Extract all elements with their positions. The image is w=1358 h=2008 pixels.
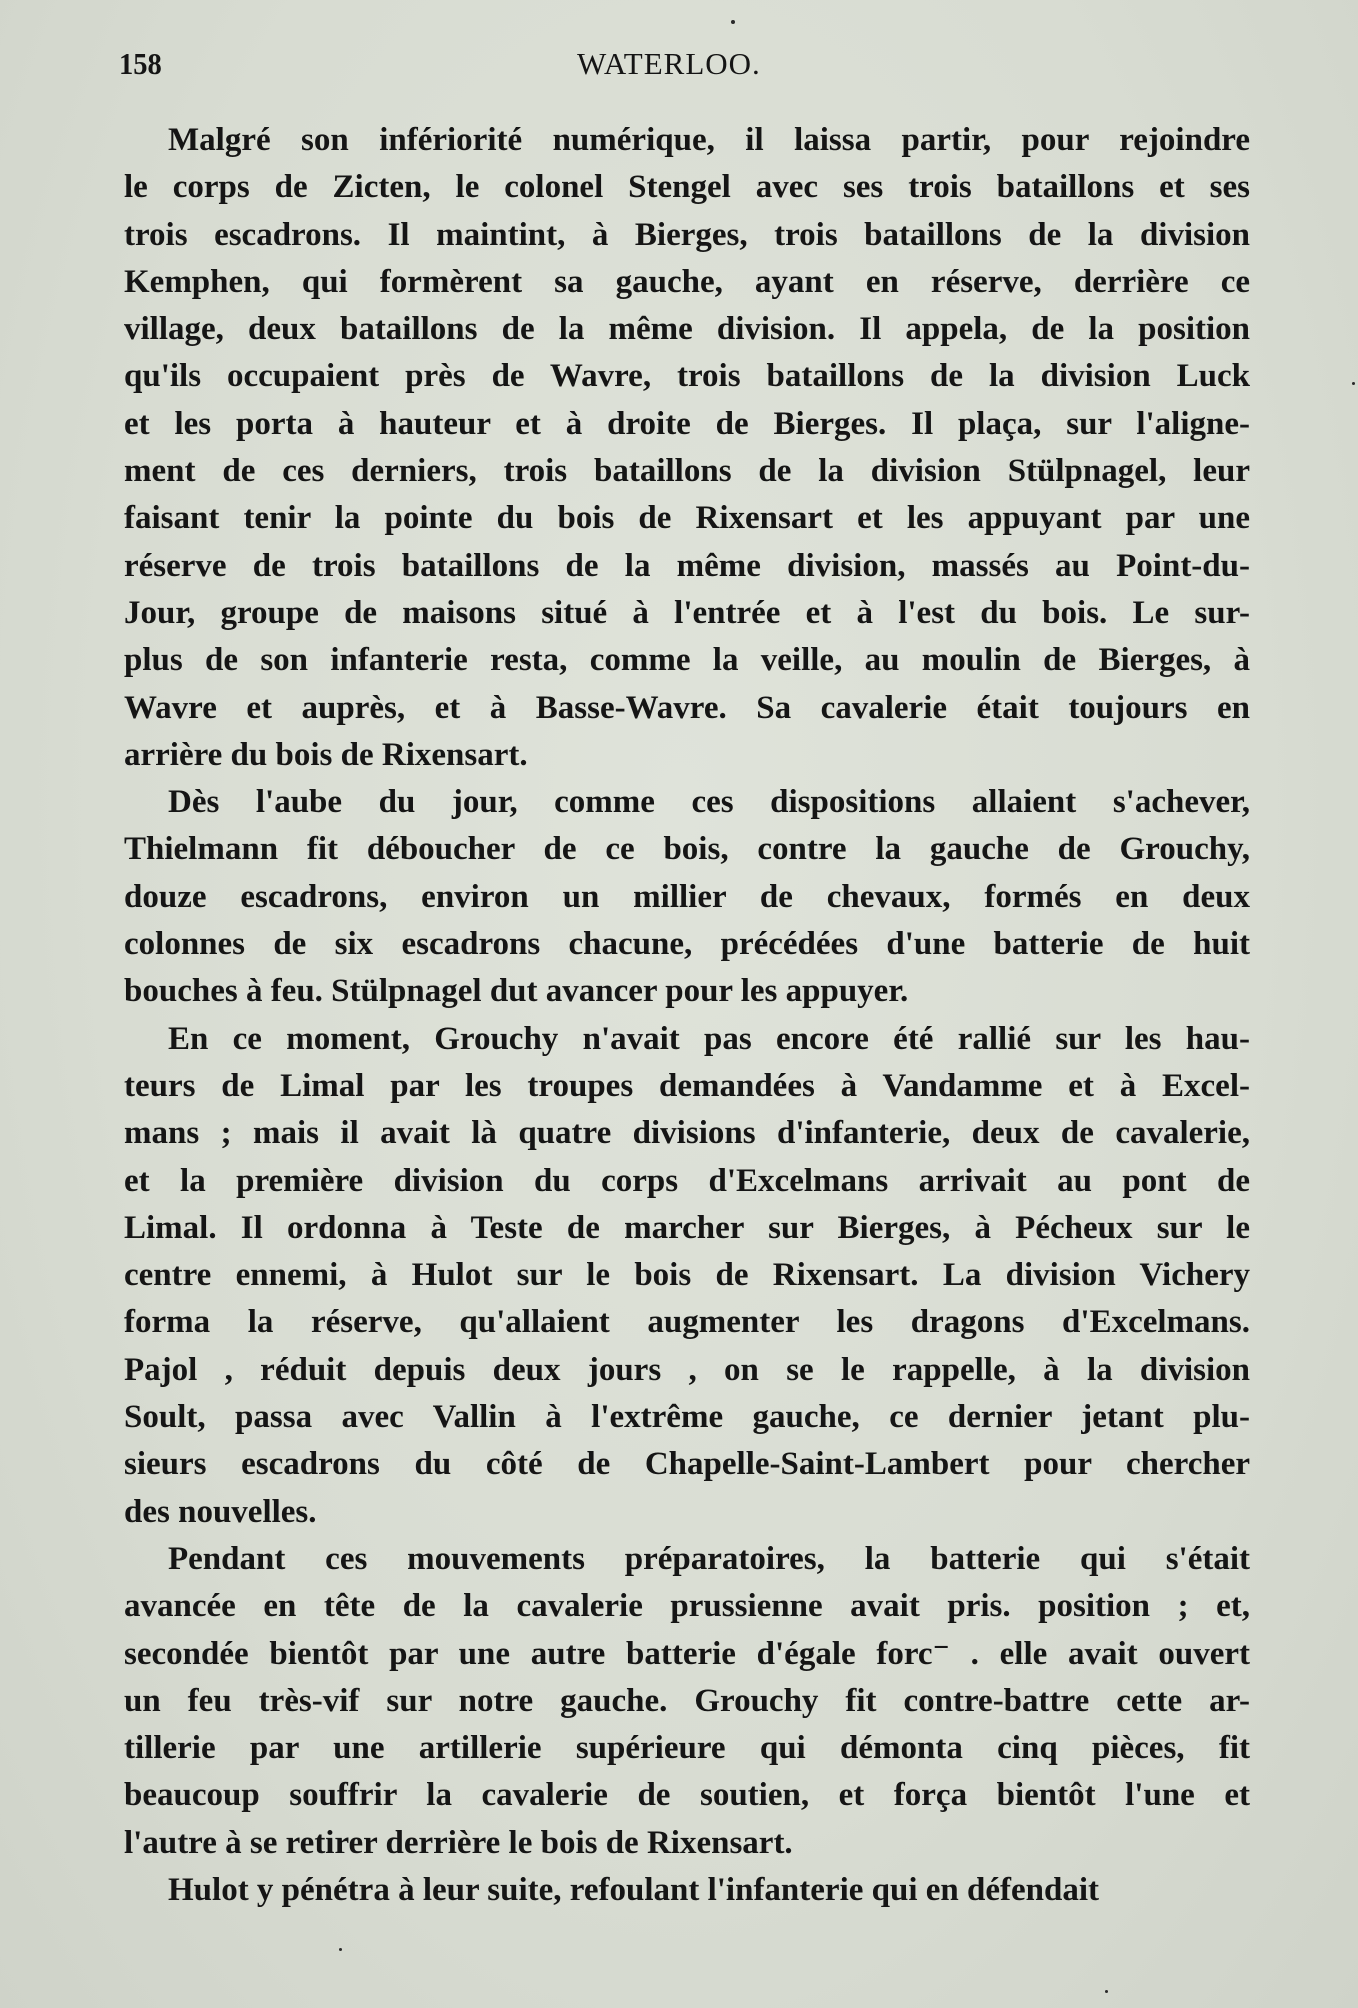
text-line-content: centre ennemi, à Hulot sur le bois de Rixensart. La division Vichery bbox=[124, 1257, 1250, 1294]
page-header bbox=[0, 0, 1358, 100]
text-line-content: colonnes de six escadrons chacune, précédées d'une batterie de huit bbox=[124, 926, 1250, 963]
text-line bbox=[124, 1678, 1250, 1725]
text-line bbox=[124, 1489, 1250, 1536]
text-line bbox=[124, 1867, 1250, 1914]
text-line bbox=[124, 353, 1250, 400]
text-line-content: Pajol , réduit depuis deux jours , on se le rappelle, à la division bbox=[124, 1351, 1250, 1388]
text-line-content: Jour, groupe de maisons situé à l'entrée et à l'est du bois. Le sur- bbox=[124, 594, 1250, 631]
text-line-content: avancée en tête de la cavalerie prussienne avait pris. position ; et, bbox=[124, 1588, 1250, 1625]
text-line-content: mans ; mais il avait là quatre divisions d'infanterie, deux de cavalerie, bbox=[124, 1115, 1250, 1152]
text-line-content: Soult, passa avec Vallin à l'extrême gauche, ce dernier jetant plu- bbox=[124, 1399, 1250, 1436]
text-line-content: forma la réserve, qu'allaient augmenter les dragons d'Excelmans. bbox=[124, 1304, 1250, 1341]
text-line bbox=[124, 874, 1250, 921]
text-line-content: bouches à feu. Stülpnagel dut avancer pour les appuyer. bbox=[124, 973, 909, 1010]
text-line bbox=[124, 968, 1250, 1015]
text-line bbox=[124, 1016, 1250, 1063]
text-line-content: et les porta à hauteur et à droite de Bierges. Il plaça, sur l'aligne- bbox=[124, 405, 1250, 442]
text-line-content: tillerie par une artillerie supérieure qui démonta cinq pièces, fit bbox=[124, 1730, 1250, 1767]
text-line bbox=[124, 732, 1250, 779]
page-number: 158 bbox=[119, 46, 162, 81]
text-line bbox=[124, 1394, 1250, 1441]
text-line bbox=[124, 1252, 1250, 1299]
text-line bbox=[124, 259, 1250, 306]
text-line-content: plus de son infanterie resta, comme la veille, au moulin de Bierges, à bbox=[124, 642, 1250, 679]
text-line bbox=[124, 779, 1250, 826]
text-line bbox=[124, 1583, 1250, 1630]
text-line-content: Thielmann fit déboucher de ce bois, contre la gauche de Grouchy, bbox=[124, 831, 1250, 868]
text-line bbox=[124, 590, 1250, 637]
running-title: WATERLOO. bbox=[577, 46, 761, 81]
text-line bbox=[124, 826, 1250, 873]
text-line-content: village, deux bataillons de la même division. Il appela, de la position bbox=[124, 311, 1250, 348]
text-line-content: faisant tenir la pointe du bois de Rixensart et les appuyant par une bbox=[124, 500, 1250, 537]
text-line-content: qu'ils occupaient près de Wavre, trois bataillons de la division Luck bbox=[124, 358, 1250, 395]
paper-speck bbox=[1105, 1990, 1108, 1993]
paper-speck bbox=[1352, 382, 1355, 385]
text-line bbox=[124, 543, 1250, 590]
paragraph bbox=[124, 779, 1250, 1015]
paragraph bbox=[124, 1016, 1250, 1536]
text-line bbox=[124, 306, 1250, 353]
text-line bbox=[124, 1205, 1250, 1252]
text-line-content: Dès l'aube du jour, comme ces dispositions allaient s'achever, bbox=[168, 784, 1250, 821]
text-line bbox=[124, 1299, 1250, 1346]
text-line-content: Limal. Il ordonna à Teste de marcher sur Bierges, à Pécheux sur le bbox=[124, 1209, 1250, 1246]
text-line-content: Wavre et auprès, et à Basse-Wavre. Sa cavalerie était toujours en bbox=[124, 689, 1250, 726]
text-line bbox=[124, 1772, 1250, 1819]
text-line-content: beaucoup souffrir la cavalerie de soutien, et força bientôt l'une et bbox=[124, 1777, 1250, 1814]
text-line bbox=[124, 401, 1250, 448]
body-text bbox=[124, 117, 1250, 1914]
text-line-content: Kemphen, qui formèrent sa gauche, ayant en réserve, derrière ce bbox=[124, 263, 1250, 300]
text-line-content: sieurs escadrons du côté de Chapelle-Saint-Lambert pour chercher bbox=[124, 1446, 1250, 1483]
text-line bbox=[124, 1158, 1250, 1205]
text-line bbox=[124, 1110, 1250, 1157]
paragraph bbox=[124, 1536, 1250, 1867]
text-line bbox=[124, 495, 1250, 542]
text-line-content: Malgré son infériorité numérique, il laissa partir, pour rejoindre bbox=[168, 122, 1250, 158]
text-line-content: ment de ces derniers, trois bataillons de la division Stülpnagel, leur bbox=[124, 453, 1250, 490]
text-line-content: Pendant ces mouvements préparatoires, la batterie qui s'était bbox=[168, 1540, 1250, 1577]
paper-speck bbox=[339, 1948, 342, 1951]
text-line-content: En ce moment, Grouchy n'avait pas encore été rallié sur les hau- bbox=[168, 1020, 1250, 1057]
text-line bbox=[124, 685, 1250, 732]
text-line-content: un feu très-vif sur notre gauche. Grouchy fit contre-battre cette ar- bbox=[124, 1682, 1250, 1719]
paragraph bbox=[124, 117, 1250, 779]
text-line bbox=[124, 637, 1250, 684]
text-line-content: le corps de Zicten, le colonel Stengel avec ses trois bataillons et ses bbox=[124, 169, 1250, 206]
text-line-content: teurs de Limal par les troupes demandées à Vandamme et à Excel- bbox=[124, 1067, 1250, 1104]
text-line-content: des nouvelles. bbox=[124, 1493, 317, 1530]
text-line-content: secondée bientôt par une autre batterie d'égale forc⁻ . elle avait ouvert bbox=[124, 1635, 1250, 1672]
text-line-content: Hulot y pénétra à leur suite, refoulant l'infanterie qui en défendait bbox=[168, 1871, 1100, 1908]
text-line bbox=[124, 117, 1250, 164]
text-line bbox=[124, 1631, 1250, 1678]
text-line bbox=[124, 1441, 1250, 1488]
text-line bbox=[124, 1820, 1250, 1867]
text-line-content: réserve de trois bataillons de la même division, massés au Point-du- bbox=[124, 547, 1250, 584]
text-line bbox=[124, 164, 1250, 211]
text-line-content: l'autre à se retirer derrière le bois de Rixensart. bbox=[124, 1824, 793, 1861]
text-line bbox=[124, 921, 1250, 968]
text-line-content: douze escadrons, environ un millier de chevaux, formés en deux bbox=[124, 878, 1250, 915]
text-line-content: arrière du bois de Rixensart. bbox=[124, 736, 528, 773]
text-line bbox=[124, 448, 1250, 495]
text-line bbox=[124, 212, 1250, 259]
paragraph bbox=[124, 1867, 1250, 1914]
text-line bbox=[124, 1536, 1250, 1583]
text-line-content: trois escadrons. Il maintint, à Bierges, trois bataillons de la division bbox=[124, 216, 1250, 253]
text-line bbox=[124, 1063, 1250, 1110]
text-line-content: et la première division du corps d'Excelmans arrivait au pont de bbox=[124, 1162, 1250, 1199]
text-line bbox=[124, 1347, 1250, 1394]
text-line bbox=[124, 1725, 1250, 1772]
